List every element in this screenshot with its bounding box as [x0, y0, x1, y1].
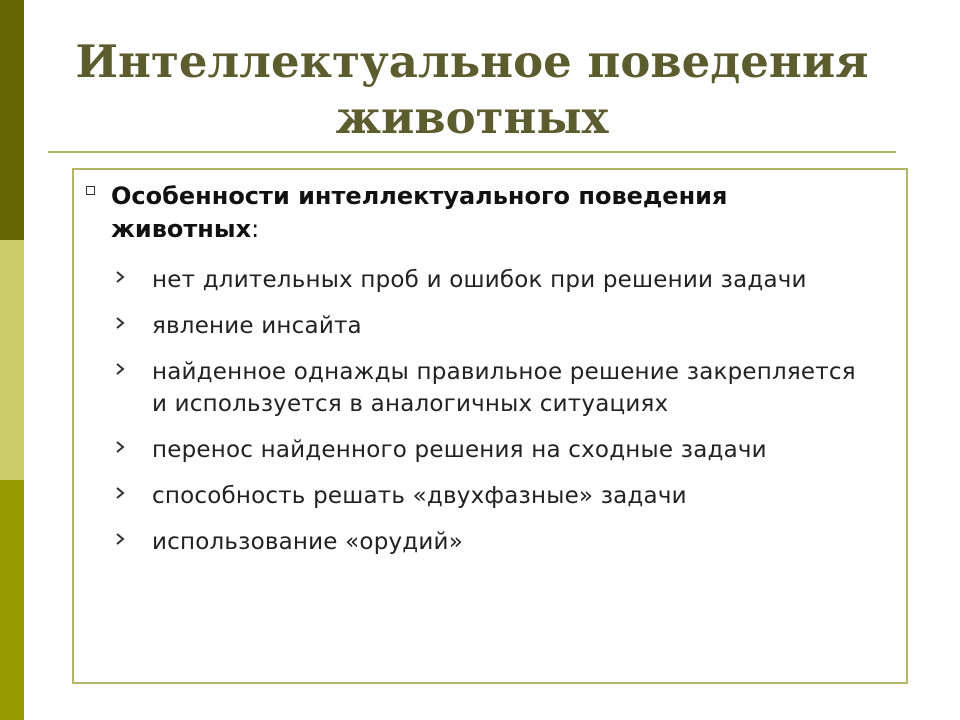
- slide-title-line2: животных: [335, 91, 609, 144]
- main-bullet-suffix: :: [251, 215, 260, 243]
- side-bar-light: [0, 240, 24, 480]
- main-bullet: [86, 180, 791, 246]
- arrow-bullet-icon: [112, 362, 130, 376]
- side-bar-olive: [0, 480, 24, 720]
- list-item-text: нет длительных проб и ошибок при решении задачи: [152, 267, 807, 293]
- list-item-text: найденное однажды правильное решение закрепляется и используется в аналогичных ситуациях: [152, 359, 856, 417]
- arrow-bullet-icon: [112, 270, 130, 284]
- feature-list: [112, 264, 872, 572]
- slide-title-line1: Интеллектуальное поведения: [75, 35, 869, 88]
- arrow-bullet-icon: [112, 440, 130, 454]
- list-item-text: явление инсайта: [152, 313, 362, 339]
- list-item-text: использование «орудий»: [152, 529, 463, 555]
- list-item: [112, 264, 872, 296]
- list-item: [112, 480, 872, 512]
- arrow-bullet-icon: [112, 532, 130, 546]
- arrow-bullet-icon: [112, 486, 130, 500]
- arrow-bullet-icon: [112, 316, 130, 330]
- content-frame: [72, 168, 908, 684]
- list-item-text: перенос найденного решения на сходные задачи: [152, 437, 767, 463]
- slide-title: [48, 34, 896, 146]
- title-divider: [48, 151, 896, 153]
- list-item: [112, 526, 872, 558]
- hollow-square-bullet-icon: [86, 186, 95, 195]
- list-item: [112, 434, 872, 466]
- list-item-text: способность решать «двухфазные» задачи: [152, 483, 687, 509]
- main-bullet-text: [111, 180, 791, 246]
- side-bar-dark: [0, 0, 24, 240]
- list-item: [112, 310, 872, 342]
- list-item: [112, 356, 872, 420]
- main-bullet-bold: Особенности интеллектуального поведения животных: [111, 182, 728, 243]
